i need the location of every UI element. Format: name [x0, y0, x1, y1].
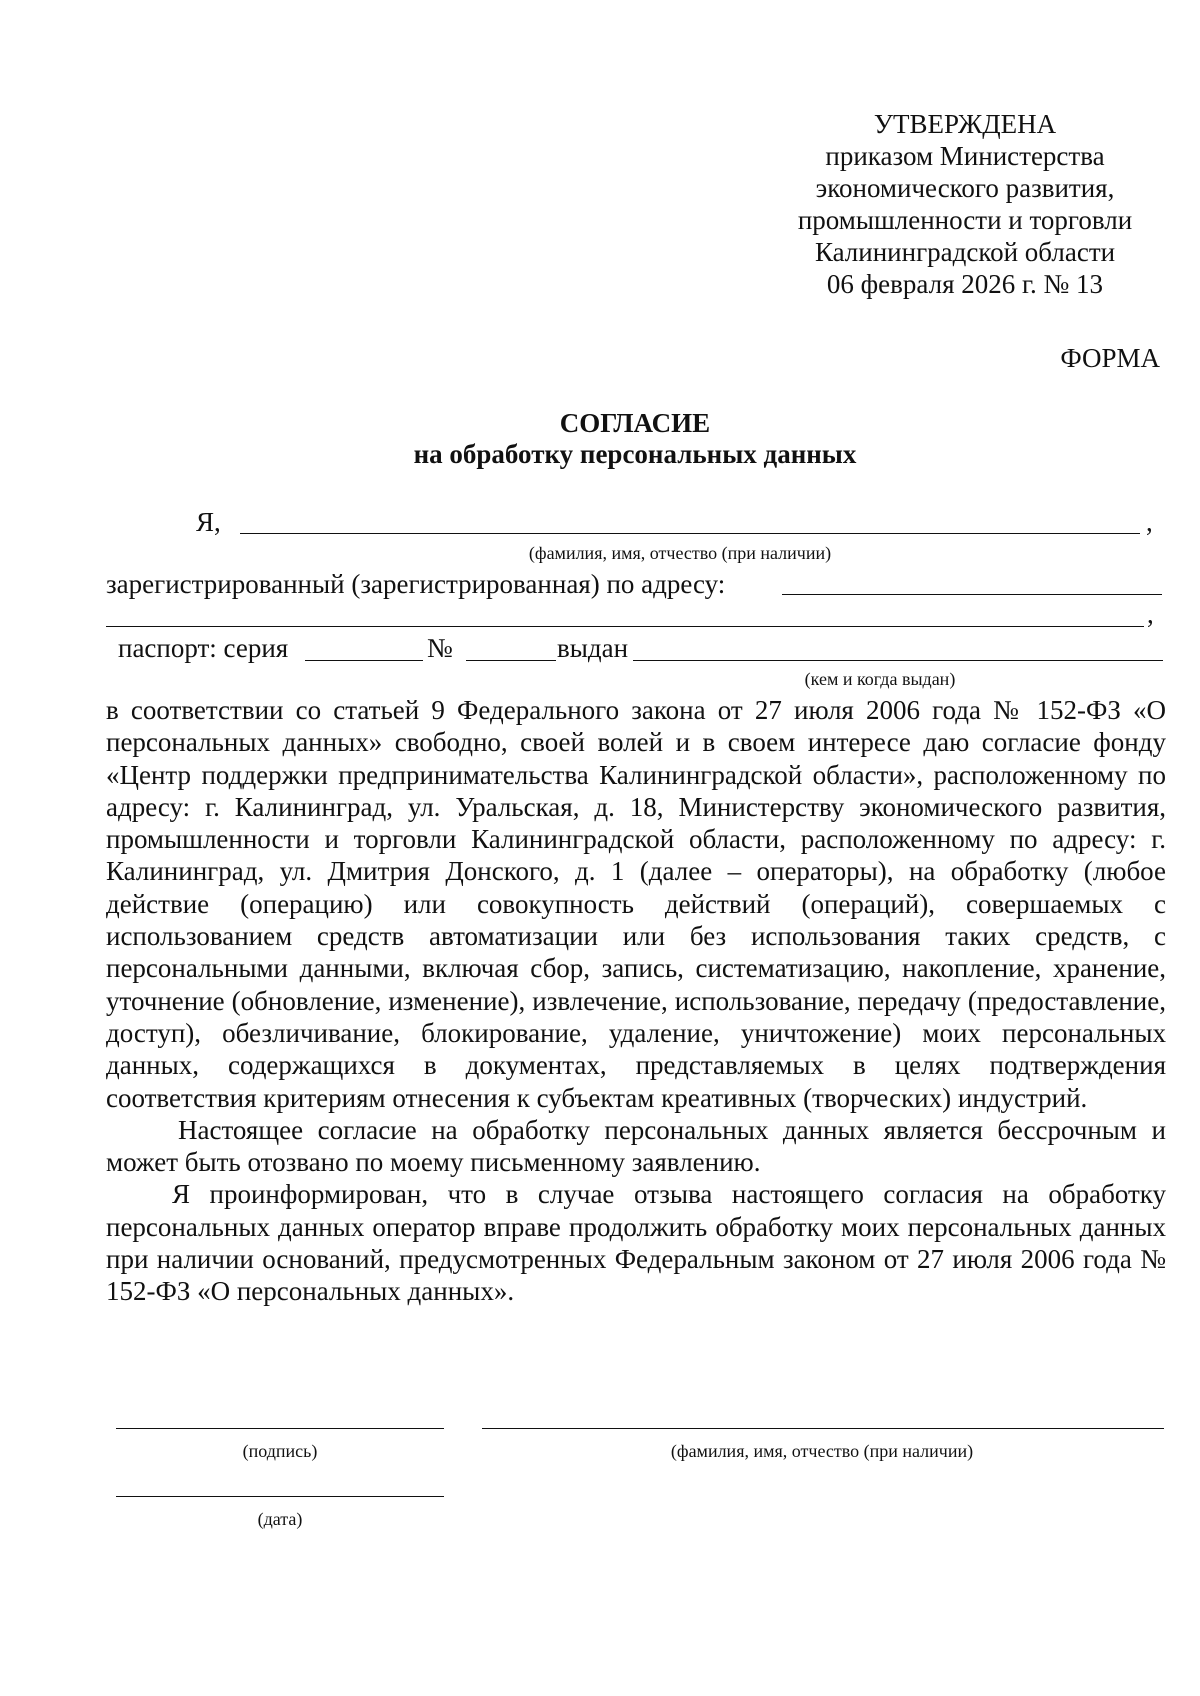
consent-text — [106, 694, 1166, 1308]
name-field-line[interactable] — [240, 533, 1140, 534]
signature-field-line[interactable] — [116, 1428, 444, 1429]
address-comma: , — [1147, 599, 1154, 629]
fio-field-line[interactable] — [482, 1428, 1164, 1429]
i-label: Я, — [196, 507, 221, 537]
passport-number-field[interactable] — [466, 660, 556, 661]
approval-block — [770, 108, 1160, 300]
approval-line: Калининградской области — [814, 237, 1116, 267]
fio-hint: (фамилия, имя, отчество (при наличии) — [670, 1441, 974, 1461]
name-hint: (фамилия, имя, отчество (при наличии) — [528, 543, 832, 563]
date-hint: (дата) — [257, 1509, 303, 1529]
consent-paragraph-2: Настоящее согласие на обработку персональных данных является бессрочным и может быть отозвано по моему письменному заявлению. — [106, 1114, 1166, 1178]
passport-number-label: № — [427, 633, 453, 663]
approval-line: экономического развития, — [815, 173, 1115, 203]
passport-series-field[interactable] — [305, 660, 423, 661]
form-label: ФОРМА — [1060, 343, 1160, 373]
address-label: зарегистрированный (зарегистрированная) по адресу: — [106, 569, 726, 599]
approval-date-number: 06 февраля 2026 г. № 13 — [826, 269, 1104, 299]
issued-by-field[interactable] — [633, 660, 1163, 661]
title-sub: на обработку персональных данных — [413, 439, 857, 469]
document-title — [0, 408, 1200, 470]
title-main: СОГЛАСИЕ — [559, 408, 711, 438]
passport-series-label: паспорт: серия — [118, 633, 289, 663]
name-comma: , — [1146, 507, 1153, 537]
approval-line: приказом Министерства — [825, 141, 1105, 171]
date-field-line[interactable] — [116, 1496, 444, 1497]
address-field-line[interactable] — [782, 594, 1162, 595]
issued-label: выдан — [557, 633, 629, 663]
issued-hint: (кем и когда выдан) — [804, 669, 956, 689]
consent-paragraph-1: в соответствии со статьей 9 Федерального закона от 27 июля 2006 года № 152-ФЗ «О персональных данных» свободно, своей волей и в своем интересе даю согласие фонду «Центр поддержки предпринимательства Калининградской области», расположенному по адресу: г. Калининград, ул. Уральская, д. 18, Министерству экономического развития, промышленности и торговли Калининградской области, расположенному по адресу: г. Калининград, ул. Дмитрия Донского, д. 1 (далее – операторы), на обработку (любое действие (операцию) или совокупность действий (операций), совершаемых с использованием средств автоматизации или без использования таких средств, с персональными данными, включая сбор, запись, систематизацию, накопление, хранение, уточнение (обновление, изменение), извлечение, использование, передачу (предоставление, доступ), обезличивание, блокирование, удаление, уничтожение) моих персональных данных, содержащихся в документах, представляемых в целях подтверждения соответствия критериям отнесения к субъектам креативных (творческих) индустрий. — [106, 695, 1166, 1113]
signature-hint: (подпись) — [242, 1441, 318, 1461]
address-field-line-2[interactable] — [106, 626, 1144, 627]
consent-paragraph-3: Я проинформирован, что в случае отзыва настоящего согласия на обработку персональных данных оператор вправе продолжить обработку моих персональных данных при наличии оснований, предусмотренных Федеральным законом от 27 июля 2006 года № 152-ФЗ «О персональных данных». — [106, 1179, 1166, 1307]
approval-heading: УТВЕРЖДЕНА — [873, 109, 1057, 139]
approval-line: промышленности и торговли — [797, 205, 1133, 235]
